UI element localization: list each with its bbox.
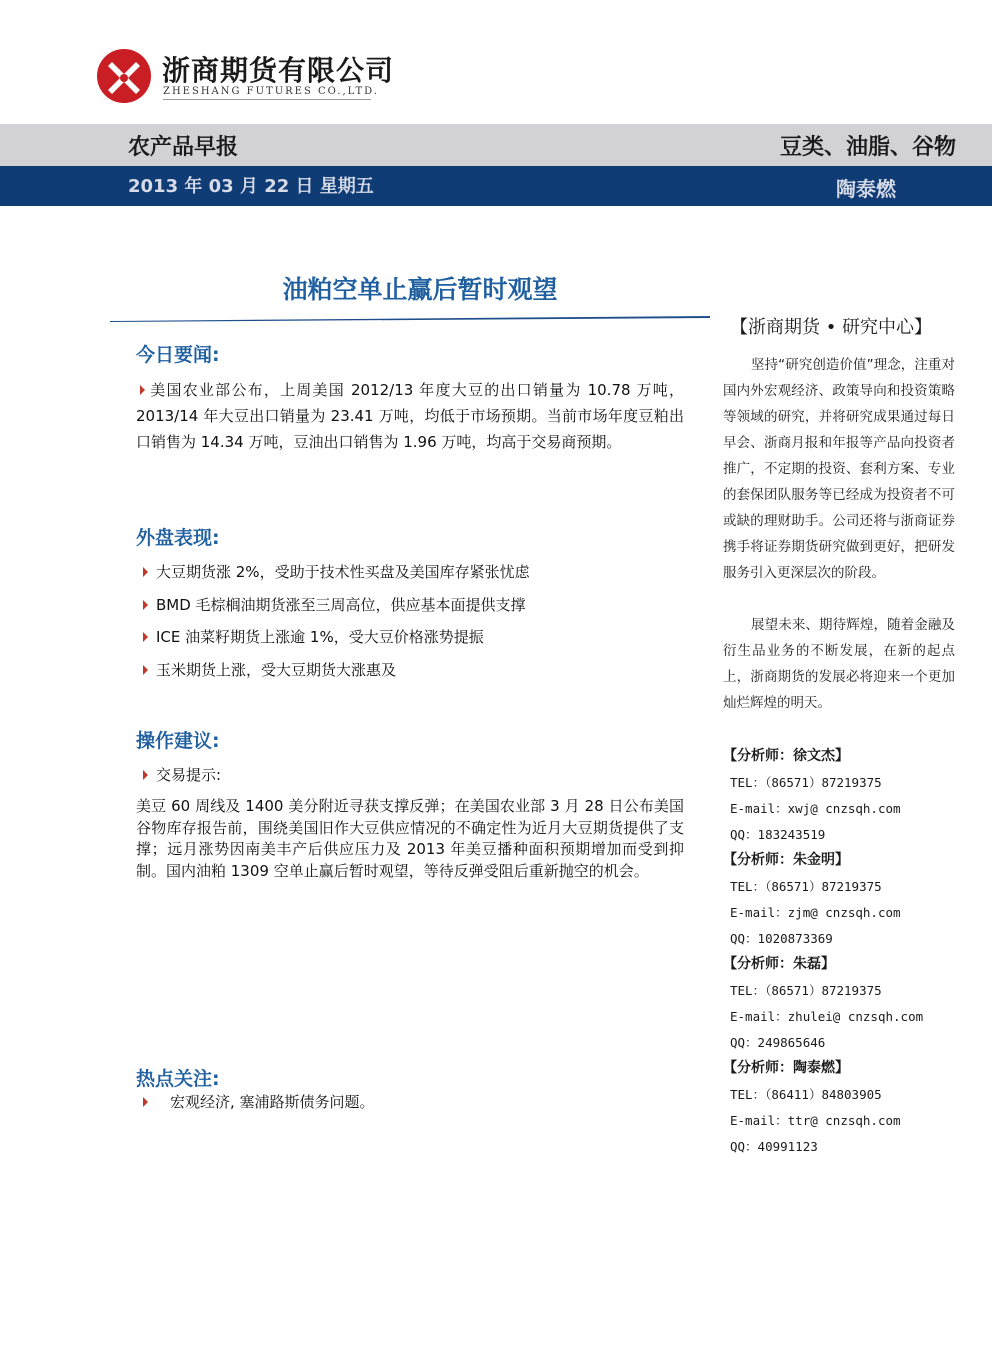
analyst-tel: TEL：（86571）87219375 <box>730 775 882 790</box>
research-center-outlook: 展望未来、期待辉煌，随着金融及衍生品业务的不断发展，在新的起点上，浙商期货的发展必将迎来一个更加灿烂辉煌的明天。 <box>723 617 955 711</box>
overseas-item-text: ICE 油菜籽期货上涨逾 1%，受大豆价格涨势提振 <box>156 628 484 646</box>
bullet-arrow-icon <box>143 567 148 577</box>
hot-text: 宏观经济, 塞浦路斯债务问题。 <box>170 1093 375 1111</box>
hot-heading: 热点关注: <box>136 1068 220 1090</box>
research-center-heading: 【浙商期货 • 研究中心】 <box>730 317 933 338</box>
analyst-email[interactable]: E-mail：zjm@ cnzsqh.com <box>730 905 901 920</box>
news-text: 美国农业部公布，上周美国 2012/13 年度大豆的出口销量为 10.78 万吨，2013/14 年大豆出口销量为 23.41 万吨，均低于市场预期。当前市场年度豆粕出口销售为 14.34 万吨，豆油出口销售为 1.96 万吨，均高于交易商预期。 <box>136 381 684 451</box>
zheshang-logo-icon <box>96 48 152 104</box>
title-underline <box>110 316 710 322</box>
analyst-name: 【分析师：朱金明】 <box>723 852 849 868</box>
analyst-tel: TEL：（86411）84803905 <box>730 1087 882 1102</box>
bullet-arrow-icon <box>140 385 145 395</box>
analyst-qq: QQ：1020873369 <box>730 931 833 946</box>
analyst-qq: QQ：249865646 <box>730 1035 826 1050</box>
bullet-arrow-icon <box>143 600 148 610</box>
report-type: 农产品早报 <box>128 135 239 160</box>
company-name-cn: 浙商期货有限公司 <box>162 54 395 87</box>
company-name-en: ZHESHANG FUTURES CO.,LTD. <box>163 86 379 97</box>
bullet-arrow-icon <box>143 1097 148 1107</box>
bullet-arrow-icon <box>143 770 148 780</box>
analyst-qq: QQ：40991123 <box>730 1139 818 1154</box>
advice-heading: 操作建议: <box>136 730 220 752</box>
logo-underline <box>163 99 371 100</box>
overseas-heading: 外盘表现: <box>136 527 220 549</box>
report-category: 豆类、油脂、谷物 <box>779 135 956 160</box>
hot-item <box>143 1091 375 1112</box>
report-author: 陶泰燃 <box>836 177 896 201</box>
overseas-item-text: 大豆期货涨 2%，受助于技术性买盘及美国库存紧张忧虑 <box>156 563 530 581</box>
overseas-item <box>143 659 396 680</box>
analyst-name: 【分析师：朱磊】 <box>723 956 835 972</box>
advice-label <box>143 764 221 785</box>
news-heading: 今日要闻: <box>136 344 220 366</box>
analyst-name: 【分析师：陶泰燃】 <box>723 1060 849 1076</box>
analyst-email[interactable]: E-mail：ttr@ cnzsqh.com <box>730 1113 901 1128</box>
overseas-item <box>143 594 526 615</box>
analyst-email[interactable]: E-mail：xwj@ cnzsqh.com <box>730 801 901 816</box>
analyst-tel: TEL：（86571）87219375 <box>730 879 882 894</box>
advice-label-text: 交易提示: <box>156 766 222 784</box>
overseas-item <box>143 626 484 647</box>
analyst-tel: TEL：（86571）87219375 <box>730 983 882 998</box>
analyst-email[interactable]: E-mail：zhulei@ cnzsqh.com <box>730 1009 924 1024</box>
research-center-intro: 坚持“研究创造价值”理念，注重对国内外宏观经济、政策导向和投资策略等领域的研究，并将研究成果通过每日早会、浙商月报和年报等产品向投资者推广，不定期的投资、套利方案、专业的套保团队服务等已经成为投资者不可或缺的理财助手。公司还将与浙商证券携手将证券期货研究做到更好，把研发服务引入更深层次的阶段。 <box>723 357 955 581</box>
bullet-arrow-icon <box>143 665 148 675</box>
overseas-item <box>143 561 530 582</box>
analyst-name: 【分析师：徐文杰】 <box>723 748 849 764</box>
analyst-qq: QQ：183243519 <box>730 827 826 842</box>
advice-paragraph: 美豆 60 周线及 1400 美分附近寻获支撑反弹；在美国农业部 3 月 28 日公布美国谷物库存报告前，围绕美国旧作大豆供应情况的不确定性为近月大豆期货提供了支撑；远月涨势因南美丰产后供应压力及 2013 年美豆播种面积预期增加而受到抑制。国内油粕 1309 空单止赢后暂时观望，等待反弹受阻后重新抛空的机会。 <box>136 797 684 880</box>
news-paragraph <box>136 377 684 455</box>
document-title: 油粕空单止赢后暂时观望 <box>282 275 558 304</box>
overseas-item-text: BMD 毛棕榈油期货涨至三周高位，供应基本面提供支撑 <box>156 596 526 614</box>
overseas-item-text: 玉米期货上涨，受大豆期货大涨惠及 <box>156 661 397 679</box>
report-date: 2013 年 03 月 22 日 星期五 <box>128 176 374 197</box>
bullet-arrow-icon <box>143 632 148 642</box>
